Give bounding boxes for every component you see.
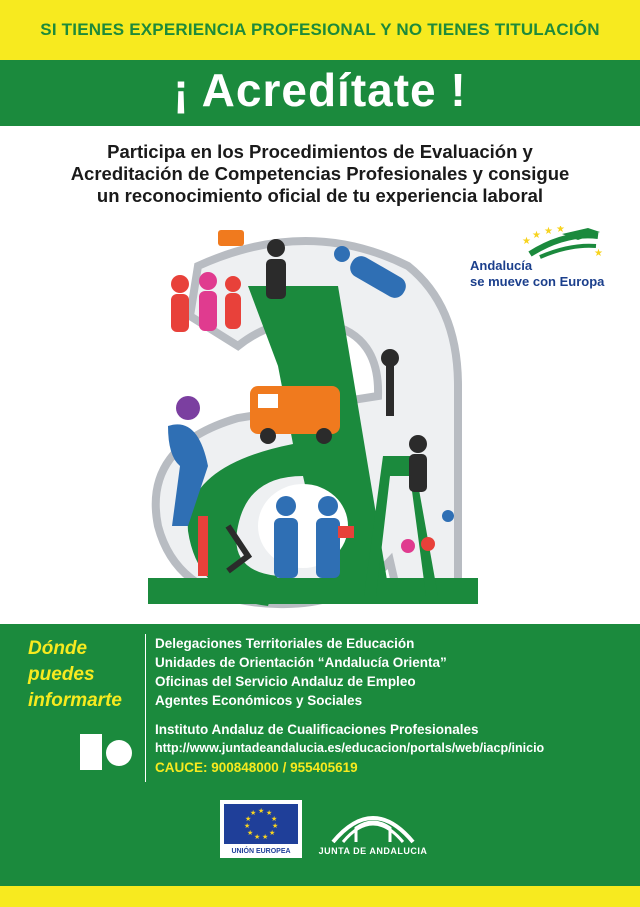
svg-text:★: ★ [556,226,565,235]
ambulance-icon [250,386,340,434]
eu-logo [220,800,302,858]
info-heading-line-3: informarte [28,690,122,711]
europa-logo-line-1: Andalucía [470,258,533,273]
eu-logo-caption: UNIÓN EUROPEA [231,848,291,855]
info-section [0,624,640,886]
svg-text:★: ★ [266,809,273,817]
svg-text:★: ★ [250,809,257,817]
europa-logo-line-2: se mueve con Europa [470,274,605,289]
info-line-4: Agentes Económicos y Sociales [155,693,363,708]
website-link[interactable]: http://www.juntadeandalucia.es/educacion/portals/web/iacp/inicio [155,741,545,755]
iqnet-certificate-icon [106,740,132,766]
svg-text:★: ★ [244,822,251,830]
intro-text [20,141,620,207]
aenor-certificate-icon [80,734,102,770]
headline: ¡ Acredítate ! [173,64,467,116]
europa-swoosh-icon [470,226,620,260]
letter-a-illustration [128,226,488,612]
info-line-5: Instituto Andaluz de Cualificaciones Profesionales [155,722,479,737]
info-line-1: Delegaciones Territoriales de Educación [155,636,415,651]
svg-text:★: ★ [271,815,278,823]
top-banner [0,0,640,60]
svg-text:★: ★ [594,248,603,259]
svg-text:★: ★ [262,833,269,841]
svg-text:★: ★ [522,236,531,247]
info-heading [28,636,122,714]
top-banner-text: SI TIENES EXPERIENCIA PROFESIONAL Y NO TIENES TITULACIÓN [40,20,600,39]
info-line-3: Oficinas del Servicio Andaluz de Empleo [155,674,416,689]
headline-banner [0,60,640,126]
junta-logo-caption: JUNTA DE ANDALUCIA [318,846,428,856]
svg-text:★: ★ [269,829,276,837]
svg-text:★: ★ [532,230,541,241]
info-heading-line-2: puedes [28,664,95,685]
intro-line-1: Participa en los Procedimientos de Evaluación y [107,141,533,162]
eu-flag-icon [224,804,298,844]
phone-numbers: CAUCE: 900848000 / 955405619 [155,760,358,775]
divider [145,634,146,782]
junta-andalucia-logo [318,800,428,860]
info-heading-line-1: Dónde [28,638,88,659]
svg-text:★: ★ [258,807,265,815]
svg-text:★: ★ [254,833,261,841]
svg-text:★: ★ [247,829,254,837]
bottom-band [0,886,640,907]
svg-text:★: ★ [245,815,252,823]
svg-text:★: ★ [544,226,553,237]
info-line-2: Unidades de Orientación “Andalucía Orienta” [155,655,447,670]
svg-text:★: ★ [272,822,279,830]
junta-arch-icon [318,800,428,846]
intro-line-3: un reconocimiento oficial de tu experiencia laboral [96,185,544,206]
intro-line-2: Acreditación de Competencias Profesionales y consigue [70,163,570,184]
andalucia-europa-logo [470,226,620,296]
